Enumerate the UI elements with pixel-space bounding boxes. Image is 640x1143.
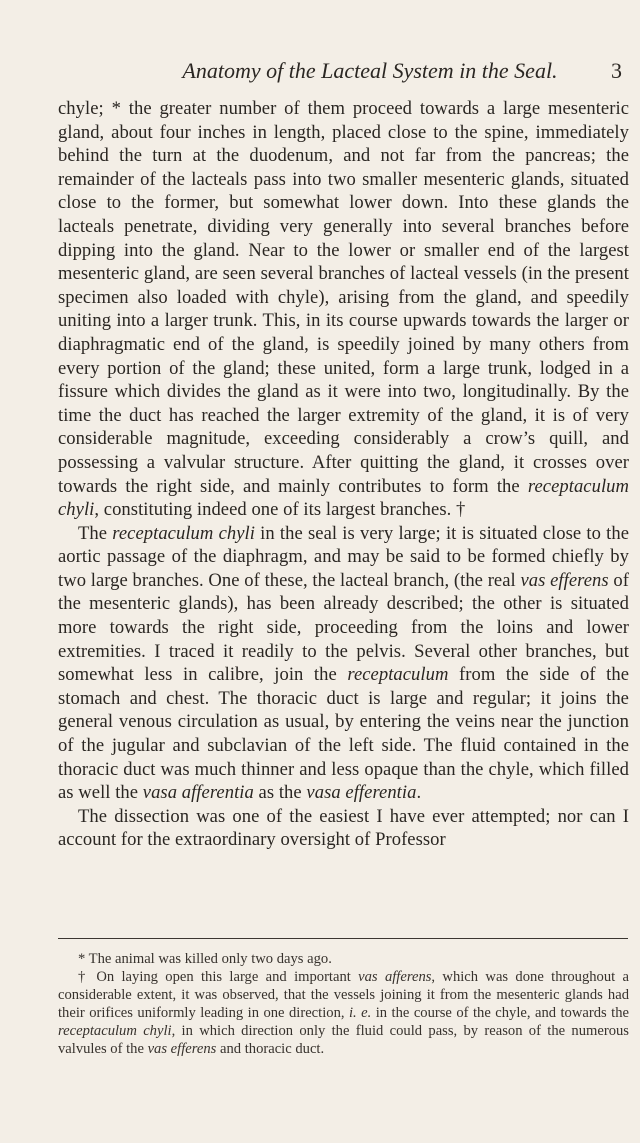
text-run: , which was done throughout a considerable extent, it was observed, that the vessels joining it from the mesenteric glands had their orifices uniformly leading in one direction, [58, 969, 629, 1022]
text-run: chyle; * the greater number of them proceed towards a large mesenteric gland, about four inches in length, placed close to the spine, immediately behind the turn at the duodenum, and not far from the pancreas; the remainder of the lacteals pass into two smaller mesenteric glands, situated close to the former, but somewhat lower down. Into these glands the lacteals penetrate, dividing very generally into several branches before dipping into the gland. Near to the lower or smaller end of the largest mesenteric gland, are seen several branches of lacteal vessels (in the present specimen also loaded with chyle), arising from the gland, and speedily uniting into a larger trunk. This, in its course upwards towards the larger or diaphragmatic end of the gland, is speedily joined by many others from every portion of the gland; these united, form a large trunk, lodged in a fissure which divides the gland as it were into two, longitudinally. By the time the duct has reached the larger extremity of the gland, it is of very considerable magnitude, exceeding considerably a crow’s quill, and possessing a valvular structure. After quitting the gland, it crosses over towards the right side, and mainly contributes to form the [58, 98, 629, 497]
text-run: The [78, 522, 113, 544]
page-number: 3 [611, 58, 622, 83]
text-run: , constituting indeed one of its largest branches. † [94, 499, 466, 521]
italic-term: vasa afferentia [142, 782, 254, 804]
footnote-2 [58, 968, 629, 1058]
italic-term: vasa efferentia [306, 782, 417, 804]
italic-term: receptaculum chyli [112, 522, 255, 544]
text-run: from the side of the stomach and chest. The thoracic duct is large and regular; it joins the general venous circulation as usual, by entering the veins near the junction of the jugular and subclavian of the left side. The fluid contained in the thoracic duct was much thinner and less opaque than the chyle, which filled as well the [58, 664, 629, 804]
footnote-1: * The animal was killed only two days ago. [78, 951, 332, 967]
text-run: † On laying open this large and important [78, 969, 359, 986]
italic-term: vas efferens [520, 569, 609, 591]
italic-term: receptaculum chyli [58, 475, 629, 521]
text-run: in the course of the chyle, and towards the [371, 1005, 629, 1022]
italic-term: vas efferens [147, 1041, 217, 1058]
italic-term: receptaculum chyli [58, 1023, 172, 1040]
running-header [110, 58, 630, 88]
text-run: and thoracic duct. [216, 1041, 325, 1058]
body-text [58, 97, 629, 852]
footnotes [58, 950, 629, 1059]
text-run: in the seal is very large; it is situated close to the aortic passage of the diaphragm, and may be said to be formed chiefly by two large branches. One of these, the lacteal branch, (the real [58, 522, 630, 591]
paragraph-dissection: The dissection was one of the easiest I have ever attempted; nor can I account for the extraordinary oversight of Professor [58, 805, 629, 851]
text-run: of the mesenteric glands), has been already described; the other is situated more towards the right side, proceeding from the loins and lower extremities. I traced it readily to the pelvis. Several other branches, but somewhat less in calibre, join the [58, 569, 629, 686]
running-title: Anatomy of the Lacteal System in the Seal. [182, 58, 558, 83]
text-run: as the [253, 782, 307, 804]
text-run: . [416, 782, 422, 804]
italic-term: vas afferens [358, 969, 432, 986]
paragraph-chyle [58, 97, 629, 805]
footnote-rule [58, 938, 628, 939]
text-run: , in which direction only the fluid could pass, by reason of the numerous valvules of the [58, 1023, 629, 1058]
italic-term: receptaculum [347, 664, 449, 686]
italic-term: i. e. [348, 1005, 372, 1022]
